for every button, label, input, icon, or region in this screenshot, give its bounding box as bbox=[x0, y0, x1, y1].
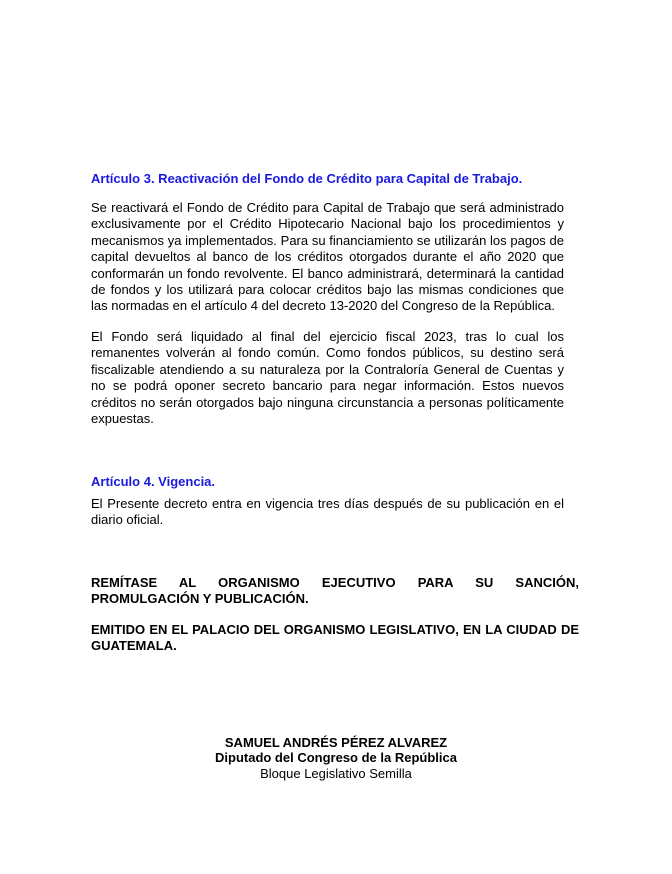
article-4-paragraph: El Presente decreto entra en vigencia tres días después de su publicación en el diario oficial. bbox=[91, 496, 564, 528]
signatory-title: Diputado del Congreso de la República bbox=[215, 750, 457, 765]
signatory-name: SAMUEL ANDRÉS PÉREZ ALVAREZ bbox=[224, 735, 448, 750]
remitase-statement: REMÍTASE AL ORGANISMO EJECUTIVO PARA SU SANCIÓN, PROMULGACIÓN Y PUBLICACIÓN. bbox=[91, 575, 579, 606]
emitido-statement: EMITIDO EN EL PALACIO DEL ORGANISMO LEGISLATIVO, EN LA CIUDAD DE GUATEMALA. bbox=[91, 622, 579, 653]
signatory-bloc: Bloque Legislativo Semilla bbox=[260, 766, 412, 781]
article-3-heading: Artículo 3. Reactivación del Fondo de Crédito para Capital de Trabajo. bbox=[91, 171, 523, 186]
article-3-paragraph-1: Se reactivará el Fondo de Crédito para Capital de Trabajo que será administrado exclusivamente por el Crédito Hipotecario Nacional bajo los procedimientos y mecanismos ya implementados. Para su financiamiento se utilizarán los pagos de capital devueltos al banco de los créditos otorgados durante el año 2020 que conformarán un fondo revolvente. El banco administrará, determinará la cantidad de fondos y los utilizará para colocar créditos bajo las mismas condiciones que las normadas en el artículo 4 del decreto 13-2020 del Congreso de la República. bbox=[91, 200, 564, 314]
article-3-paragraph-2: El Fondo será liquidado al final del ejercicio fiscal 2023, tras lo cual los remanentes volverán al fondo común. Como fondos públicos, su destino será fiscalizable atendiendo a su naturaleza por la Contraloría General de Cuentas y no se podrá oponer secreto bancario para negar información. Estos nuevos créditos no serán otorgados bajo ninguna circunstancia a personas políticamente expuestas. bbox=[91, 329, 564, 427]
article-4-heading: Artículo 4. Vigencia. bbox=[91, 474, 216, 489]
